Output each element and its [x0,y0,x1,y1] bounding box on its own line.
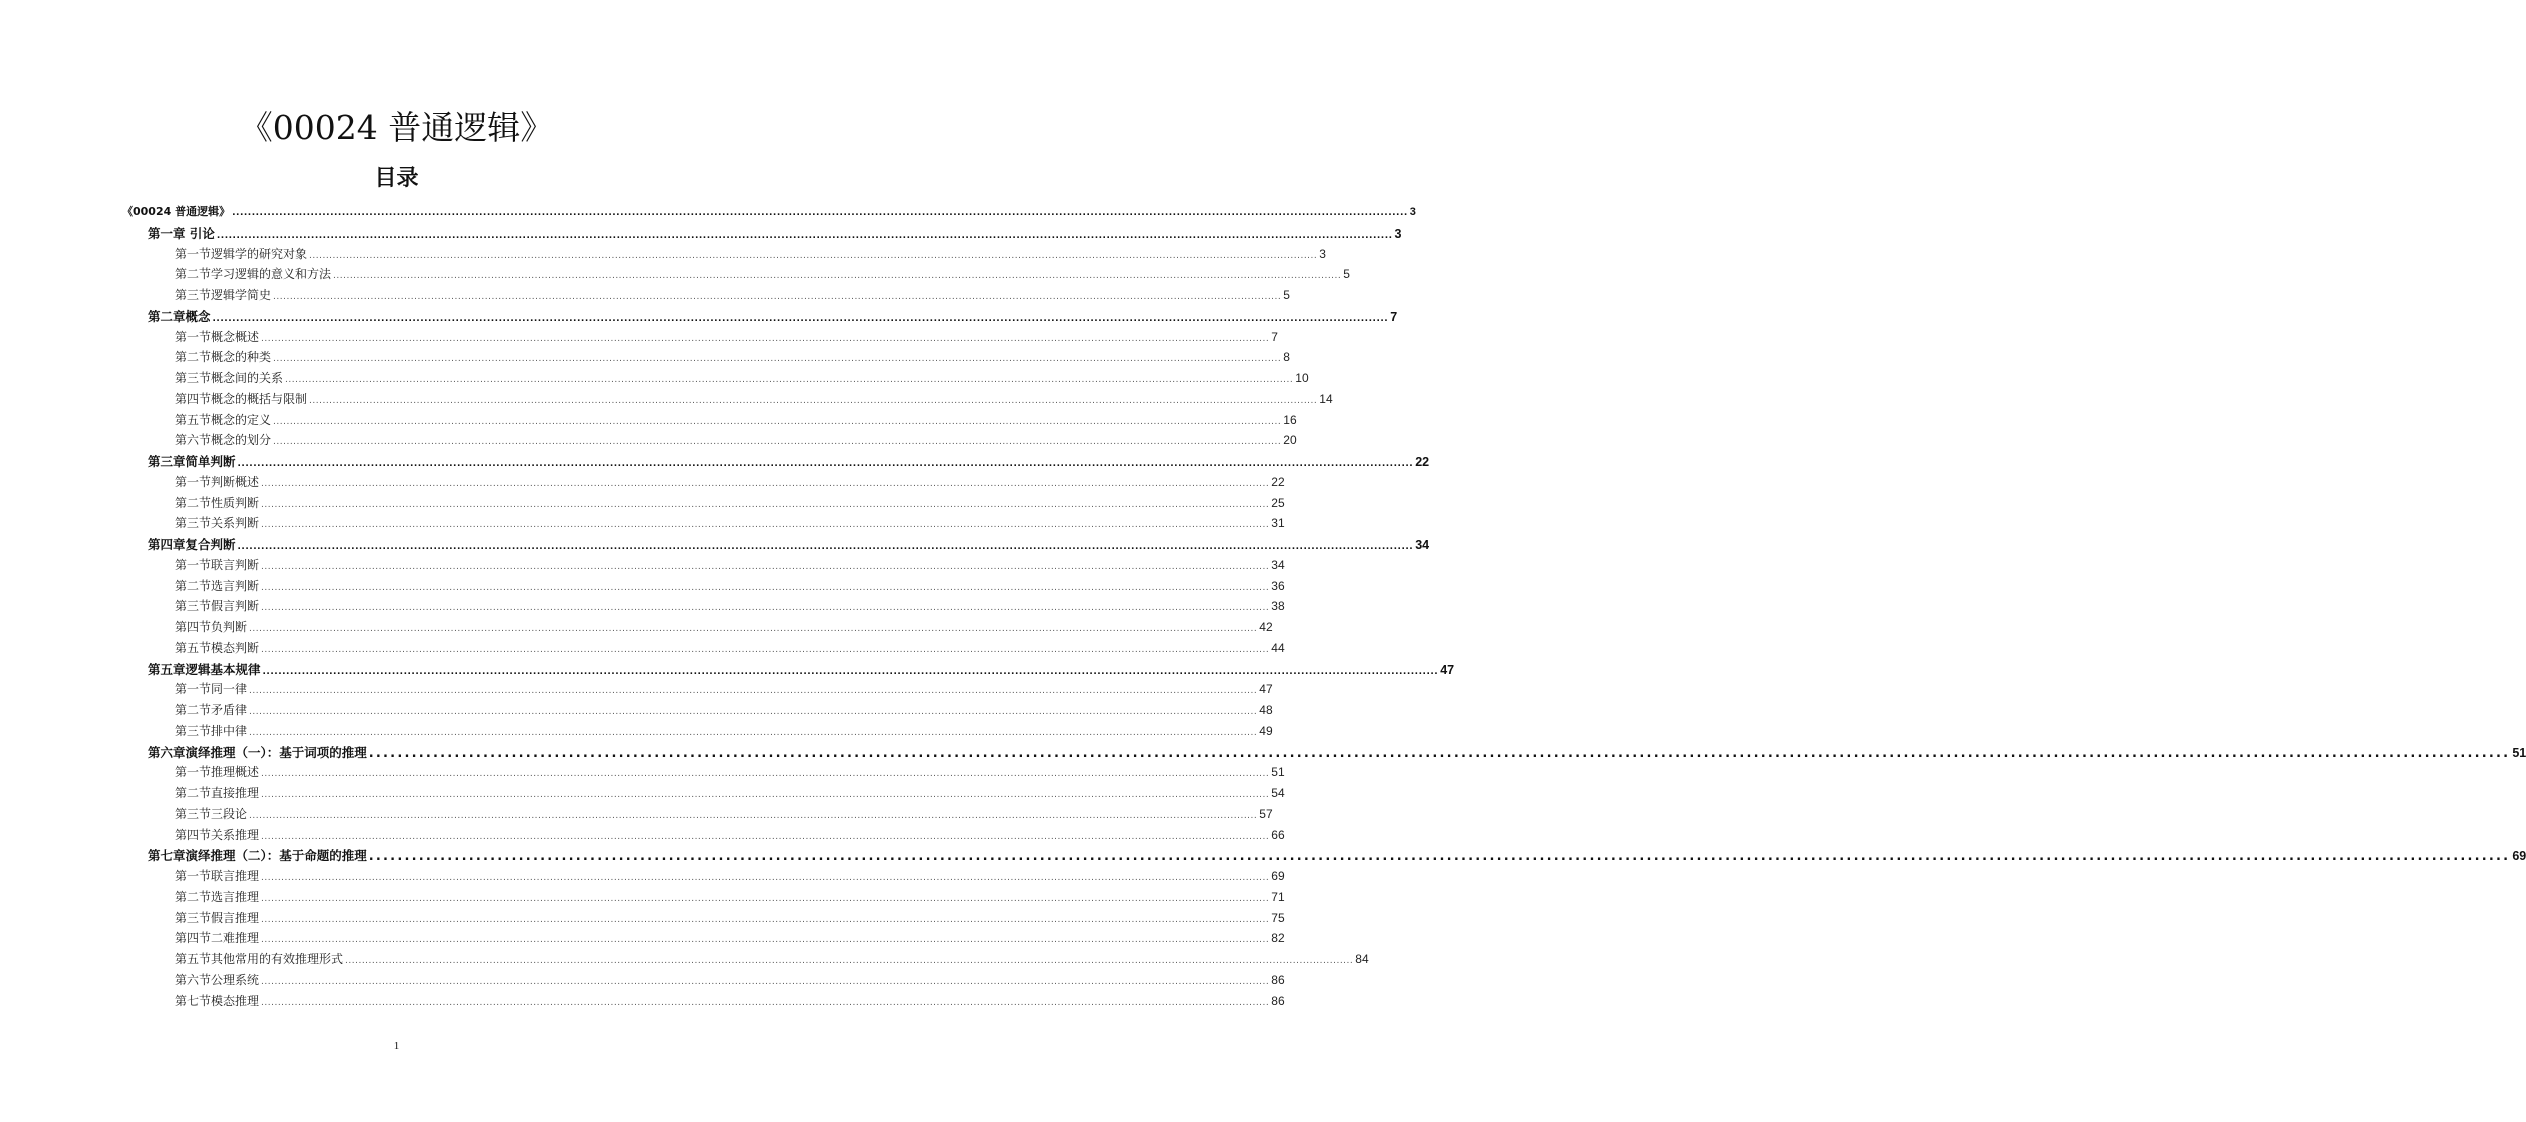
toc-entry[interactable] [175,701,1273,721]
toc-leader-dots: ............................................................................................................................................................................................................................................................................................................ [368,745,2511,761]
toc-entry-page: 44 [1271,640,1285,655]
toc-leader-dots: ............................................................................................................................................................................................................................................................................................................ [249,686,1258,697]
toc-entry-page: 47 [1440,662,1455,677]
toc-entry[interactable] [175,556,1285,576]
toc-leader-dots: ............................................................................................................................................................................................................................................................................................................ [261,478,1270,489]
toc-entry-title: 第一节联言判断 [175,557,260,572]
toc-entry-page: 54 [1271,786,1285,800]
toc-leader-dots: ............................................................................................................................................................................................................................................................................................................ [261,935,1270,946]
toc-entry-page: 20 [1283,433,1297,448]
toc-entry-page: 5 [1283,288,1290,302]
toc-leader-dots: ............................................................................................................................................................................................................................................................................................................ [261,582,1270,593]
toc-entry-title: 第五节其他常用的有效推理形式 [175,952,344,966]
toc-entry[interactable] [175,390,1333,410]
toc-entry[interactable] [148,452,1430,472]
toc-entry-page: 71 [1271,889,1285,904]
toc-entry-title: 第四节二难推理 [175,931,260,946]
toc-entry-title: 第二节选言判断 [175,578,260,593]
toc-entry-page: 31 [1271,516,1285,531]
toc-entry-page: 8 [1283,350,1290,365]
toc-leader-dots: ............................................................................................................................................................................................................................................................................................................ [261,831,1270,842]
toc-entry[interactable] [175,888,1285,908]
toc-entry[interactable] [175,950,1369,970]
toc-leader-dots: ............................................................................................................................................................................................................................................................................................................ [261,499,1270,510]
toc-entry-page: 75 [1271,910,1285,925]
toc-entry-page: 10 [1295,371,1309,385]
page-number: 1 [393,1040,400,1052]
toc-entry-page: 36 [1271,578,1285,593]
toc-entry-title: 第一节判断概述 [175,474,260,489]
toc-leader-dots: ............................................................................................................................................................................................................................................................................................................ [249,810,1258,821]
toc-entry-title: 第三节关系判断 [175,516,260,531]
toc-entry-page: 69 [1271,869,1285,883]
toc-entry[interactable] [175,929,1285,949]
toc-entry[interactable] [175,328,1278,348]
toc-entry-page: 38 [1271,599,1285,614]
toc-leader-dots: ............................................................................................................................................................................................................................................................................................................ [368,849,2511,865]
toc-entry-page: 69 [2512,849,2526,864]
toc-entry-title: 《00024 普通逻辑》 [122,205,231,218]
toc-entry[interactable] [175,909,1285,929]
toc-entry-page: 5 [1343,267,1350,282]
toc-entry[interactable] [175,369,1309,389]
toc-entry[interactable] [148,307,1398,327]
toc-leader-dots: ............................................................................................................................................................................................................................................................................................................ [345,956,1354,966]
toc-entry-title: 第二节直接推理 [175,786,260,800]
toc-entry-title: 第二节选言推理 [175,889,260,904]
toc-entry-title: 第三节假言推理 [175,910,260,925]
toc-entry-title: 第二章概念 [148,308,211,324]
toc-entry-page: 47 [1259,682,1273,697]
toc-leader-dots: ............................................................................................................................................................................................................................................................................................................ [309,395,1318,406]
toc-entry[interactable] [175,784,1285,804]
toc-entry-page: 86 [1271,972,1285,987]
toc-entry-page: 16 [1283,412,1297,427]
toc-entry[interactable] [122,203,1416,223]
toc-entry-title: 第五章逻辑基本规律 [148,661,261,677]
toc-entry[interactable] [175,348,1290,368]
toc-entry-title: 第三节假言判断 [175,599,260,614]
toc-leader-dots: ............................................................................................................................................................................................................................................................................................................ [261,976,1270,987]
toc-entry-title: 第一节推理概述 [175,765,260,780]
toc-entry[interactable] [148,846,2526,866]
toc-entry-page: 49 [1259,723,1273,738]
toc-entry[interactable] [175,286,1290,306]
toc-entry-title: 第四节概念的概括与限制 [175,391,308,406]
toc-leader-dots: ............................................................................................................................................................................................................................................................................................................ [261,603,1270,614]
toc-leader-dots: ............................................................................................................................................................................................................................................................................................................ [261,893,1270,904]
toc-leader-dots: ............................................................................................................................................................................................................................................................................................................ [273,437,1282,448]
toc-leader-dots: ............................................................................................................................................................................................................................................................................................................ [261,790,1270,800]
toc-leader-dots: ............................................................................................................................................................................................................................................................................................................ [216,230,1393,241]
toc-entry[interactable] [175,971,1285,991]
toc-entry-title: 第七节模态推理 [175,993,260,1008]
toc-leader-dots: ............................................................................................................................................................................................................................................................................................................ [309,250,1318,261]
toc-entry-title: 第一节概念概述 [175,329,260,344]
toc-entry-title: 第二节概念的种类 [175,350,272,365]
toc-entry[interactable] [175,867,1285,887]
toc-entry-title: 第一节同一律 [175,682,248,697]
toc-entry-title: 第一章 引论 [148,225,215,241]
toc-leader-dots: ............................................................................................................................................................................................................................................................................................................ [273,416,1282,427]
toc-leader-dots: ............................................................................................................................................................................................................................................................................................................ [237,542,1414,552]
toc-entry-title: 第三节排中律 [175,723,248,738]
toc-entry-page: 82 [1271,931,1285,946]
toc-entry-page: 48 [1259,703,1273,717]
toc-entry-title: 第五节模态判断 [175,640,260,655]
toc-entry-title: 第三节概念间的关系 [175,371,284,385]
toc-entry-title: 第三节三段论 [175,806,248,821]
toc-entry-page: 7 [1390,309,1398,324]
toc-heading: 目录 [374,166,419,191]
toc-entry[interactable] [175,763,1285,783]
toc-entry-page: 14 [1319,391,1333,406]
toc-entry[interactable] [175,639,1285,659]
toc-leader-dots: ............................................................................................................................................................................................................................................................................................................ [273,292,1282,302]
toc-entry-page: 3 [1409,206,1416,218]
toc-entry-title: 第三节逻辑学简史 [175,288,272,302]
toc-entry-title: 第四节关系推理 [175,827,260,842]
toc-leader-dots: ............................................................................................................................................................................................................................................................................................................ [237,459,1414,469]
toc-entry-page: 34 [1415,538,1430,552]
toc-entry-page: 66 [1271,827,1285,842]
toc-entry-page: 3 [1394,226,1402,241]
toc-entry[interactable] [175,680,1273,700]
toc-leader-dots: ............................................................................................................................................................................................................................................................................................................ [249,707,1258,717]
toc-entry[interactable] [175,826,1285,846]
toc-leader-dots: ............................................................................................................................................................................................................................................................................................................ [261,873,1270,883]
toc-entry-title: 第四章复合判断 [148,537,236,552]
toc-entry[interactable] [148,535,1430,555]
toc-entry[interactable] [175,514,1285,534]
toc-entry[interactable] [148,224,1402,244]
toc-entry-title: 第三章简单判断 [148,454,236,469]
toc-entry-title: 第五节概念的定义 [175,412,272,427]
toc-leader-dots: ............................................................................................................................................................................................................................................................................................................ [261,561,1270,572]
toc-entry-page: 22 [1415,455,1430,469]
toc-entry-title: 第六节概念的划分 [175,433,272,448]
toc-leader-dots: ............................................................................................................................................................................................................................................................................................................ [212,313,1389,324]
toc-leader-dots: ............................................................................................................................................................................................................................................................................................................ [261,769,1270,780]
toc-leader-dots: ............................................................................................................................................................................................................................................................................................................ [273,354,1282,365]
toc-entry-title: 第七章演绎推理（二）：基于命题的推理 [148,848,367,864]
toc-entry[interactable] [175,618,1273,638]
toc-leader-dots: ............................................................................................................................................................................................................................................................................................................ [262,666,1439,677]
toc-entry-title: 第四节负判断 [175,620,248,634]
toc-entry-page: 84 [1355,952,1369,966]
toc-entry-page: 57 [1259,806,1273,821]
toc-entry-title: 第六章演绎推理（一）：基于词项的推理 [148,744,367,760]
toc-entry[interactable] [175,805,1273,825]
toc-entry-title: 第二节学习逻辑的意义和方法 [175,267,332,282]
toc-leader-dots: ............................................................................................................................................................................................................................................................................................................ [261,997,1270,1008]
toc-entry-page: 3 [1319,246,1326,261]
toc-entry[interactable] [148,660,1455,680]
toc-entry[interactable] [175,992,1285,1012]
toc-leader-dots: ............................................................................................................................................................................................................................................................................................................ [249,727,1258,738]
toc-entry[interactable] [175,722,1273,742]
toc-entry-page: 51 [2512,745,2526,760]
toc-entry-page: 42 [1259,620,1273,634]
toc-entry[interactable] [175,597,1285,617]
toc-entry-title: 第一节联言推理 [175,869,260,883]
toc-leader-dots: ............................................................................................................................................................................................................................................................................................................ [261,520,1270,531]
toc-entry-page: 22 [1271,474,1285,489]
toc-entry-title: 第二节性质判断 [175,495,260,510]
toc-entry[interactable] [175,577,1285,597]
toc-leader-dots: ............................................................................................................................................................................................................................................................................................................ [249,624,1258,634]
toc-entry-page: 7 [1271,329,1278,344]
toc-entry[interactable] [175,494,1285,514]
toc-entry-title: 第二节矛盾律 [175,703,248,717]
toc-entry[interactable] [175,265,1350,285]
toc-entry[interactable] [175,431,1297,451]
toc-leader-dots: ............................................................................................................................................................................................................................................................................................................ [333,271,1342,282]
toc-entry-page: 51 [1271,765,1285,780]
toc-entry-page: 86 [1271,993,1285,1008]
toc-leader-dots: ............................................................................................................................................................................................................................................................................................................ [232,208,1408,218]
toc-entry[interactable] [148,743,2526,763]
document-title: 《00024 普通逻辑》 [239,108,554,147]
toc-entry[interactable] [175,473,1285,493]
toc-leader-dots: ............................................................................................................................................................................................................................................................................................................ [261,644,1270,655]
toc-entry-title: 第六节公理系统 [175,972,260,987]
toc-leader-dots: ............................................................................................................................................................................................................................................................................................................ [261,914,1270,925]
toc-entry[interactable] [175,245,1326,265]
toc-entry-page: 34 [1271,557,1285,572]
toc-leader-dots: ............................................................................................................................................................................................................................................................................................................ [285,375,1294,385]
toc-leader-dots: ............................................................................................................................................................................................................................................................................................................ [261,333,1270,344]
toc-entry-page: 25 [1271,495,1285,510]
toc-entry-title: 第一节逻辑学的研究对象 [175,246,308,261]
toc-entry[interactable] [175,411,1297,431]
